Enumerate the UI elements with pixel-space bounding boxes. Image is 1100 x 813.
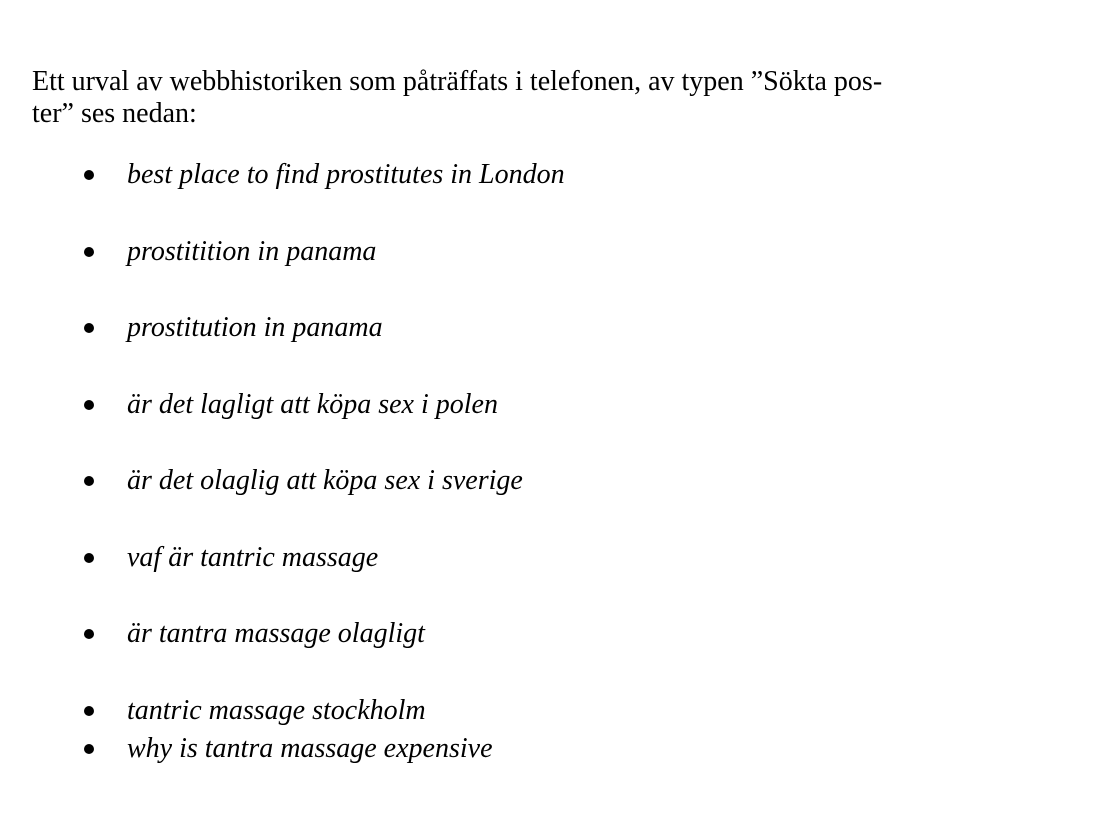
bullet-icon xyxy=(84,553,94,563)
list-item xyxy=(84,542,378,574)
bullet-icon xyxy=(84,323,94,333)
bullet-icon xyxy=(84,400,94,410)
list-item xyxy=(84,389,498,421)
bullet-icon xyxy=(84,476,94,486)
list-item xyxy=(84,618,425,650)
search-term: prostitition in panama xyxy=(127,236,377,267)
search-term: why is tantra massage expensive xyxy=(127,733,493,764)
bullet-icon xyxy=(84,629,94,639)
search-term: tantric massage stockholm xyxy=(127,695,426,726)
search-term: är det olaglig att köpa sex i sverige xyxy=(127,465,523,496)
list-item xyxy=(84,312,383,344)
bullet-icon xyxy=(84,706,94,716)
search-term: prostitution in panama xyxy=(127,312,383,343)
list-item xyxy=(84,465,523,497)
bullet-icon xyxy=(84,170,94,180)
list-item xyxy=(84,236,376,268)
intro-line-1: Ett urval av webbhistoriken som påträffats i telefonen, av typen ”Sökta pos- xyxy=(32,66,883,97)
list-item xyxy=(84,159,565,191)
list-item xyxy=(84,695,426,727)
list-item xyxy=(84,733,493,765)
search-term: best place to find prostitutes in London xyxy=(127,159,565,190)
intro-line-2: ter” ses nedan: xyxy=(32,98,197,129)
bullet-icon xyxy=(84,247,94,257)
bullet-icon xyxy=(84,744,94,754)
search-term: är tantra massage olagligt xyxy=(127,618,425,649)
search-term: är det lagligt att köpa sex i polen xyxy=(127,389,498,420)
search-term: vaf är tantric massage xyxy=(127,542,379,573)
